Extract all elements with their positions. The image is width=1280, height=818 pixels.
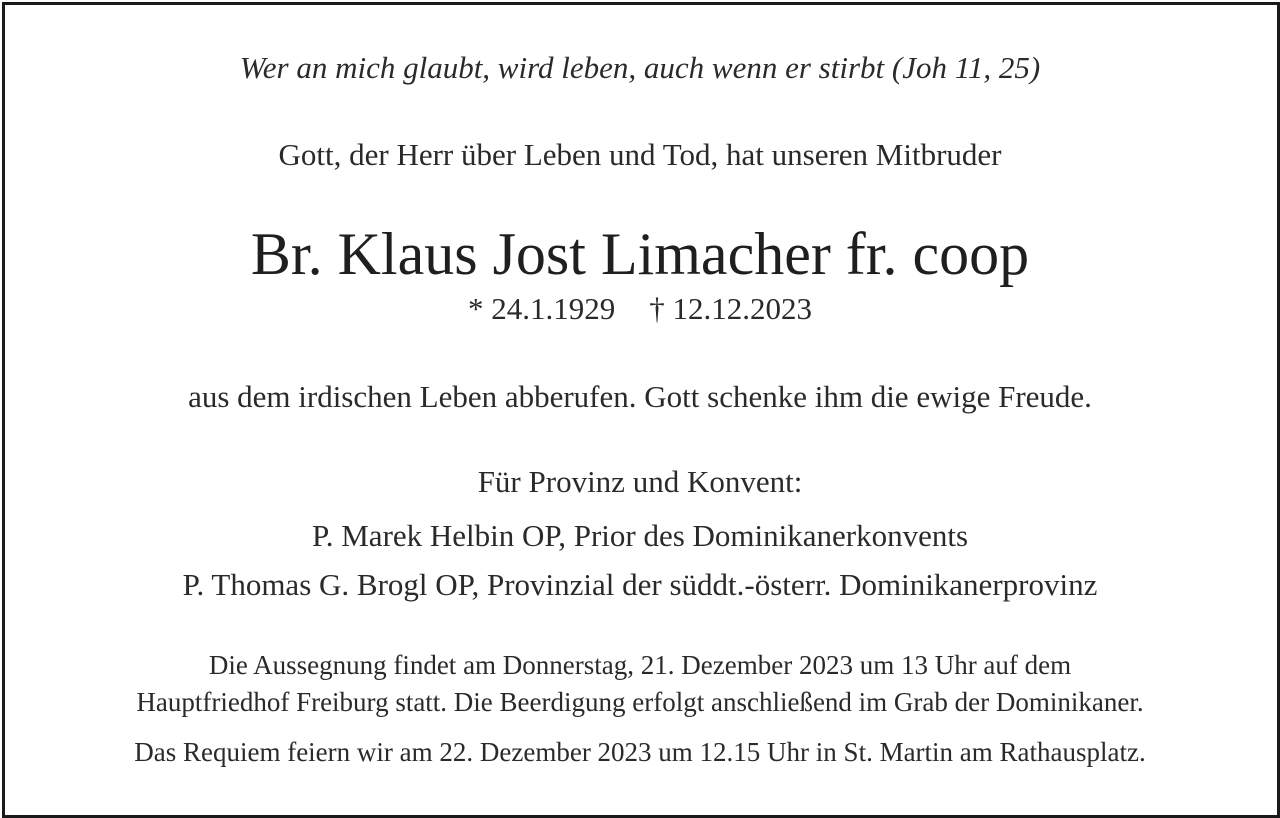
signatory-heading: Für Provinz und Konvent: [477, 464, 803, 499]
signatory-provincial: P. Thomas G. Brogl OP, Provinzial der süddt.-österr. Dominikanerprovinz [182, 567, 1098, 602]
deceased-name: Br. Klaus Jost Limacher fr. coop [250, 221, 1030, 287]
bible-quote: Wer an mich glaubt, wird leben, auch wenn er stirbt (Joh 11, 25) [239, 50, 1041, 85]
funeral-info-line: Die Aussegnung findet am Donnerstag, 21. Dezember 2023 um 13 Uhr auf dem [208, 650, 1072, 680]
life-dates [0, 293, 1280, 324]
signatory-prior: P. Marek Helbin OP, Prior des Dominikanerkonvents [311, 518, 969, 553]
death-date: † 12.12.2023 [649, 291, 812, 326]
called-away-text: aus dem irdischen Leben abberufen. Gott schenke ihm die ewige Freude. [188, 379, 1092, 414]
intro-text: Gott, der Herr über Leben und Tod, hat unseren Mitbruder [278, 137, 1002, 172]
funeral-info-line: Hauptfriedhof Freiburg statt. Die Beerdigung erfolgt anschließend im Grab der Dominikaner. [136, 687, 1144, 717]
birth-date: * 24.1.1929 [468, 291, 616, 326]
requiem-info-line: Das Requiem feiern wir am 22. Dezember 2023 um 12.15 Uhr in St. Martin am Rathausplatz. [134, 737, 1146, 767]
